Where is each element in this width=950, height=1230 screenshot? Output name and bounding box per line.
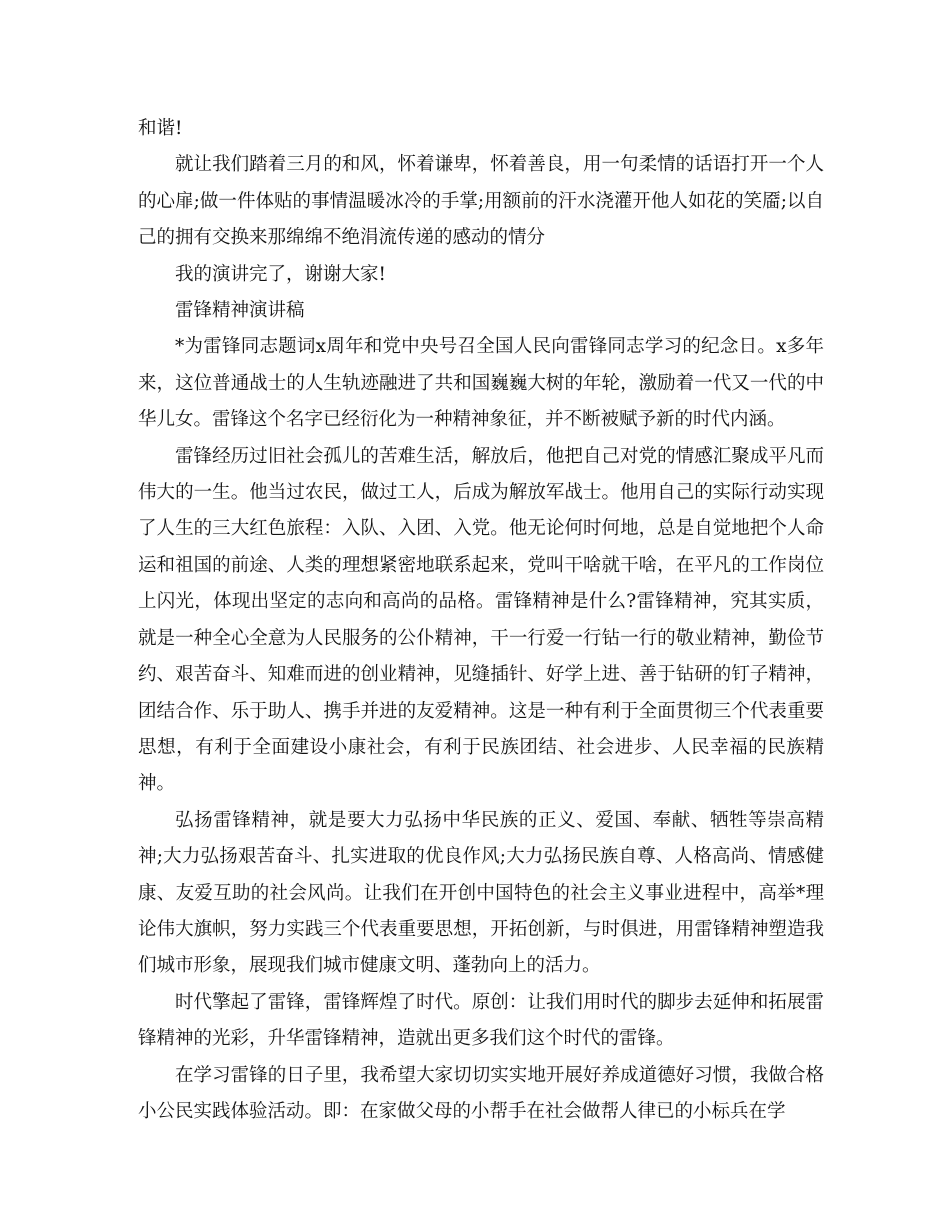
paragraph: 在学习雷锋的日子里，我希望大家切切实实地开展好养成道德好习惯，我做合格小公民实践体验活动。即：在家做父母的小帮手在社会做帮人律已的小标兵在学 bbox=[138, 1064, 824, 1122]
paragraph: 雷锋经历过旧社会孤儿的苦难生活，解放后，他把自己对党的情感汇聚成平凡而伟大的一生。他当过农民，做过工人，后成为解放军战士。他用自己的实际行动实现了人生的三大红色旅程：入队、入团、入党。他无论何时何地，总是自觉地把个人命运和祖国的前途、人类的理想紧密地联系起来，党叫干啥就干啥，在平凡的工作岗位上闪光，体现出坚定的志向和高尚的品格。雷锋精神是什么?雷锋精神，究其实质，就是一种全心全意为人民服务的公仆精神，干一行爱一行钻一行的敬业精神，勤俭节约、艰苦奋斗、知难而进的创业精神，见缝插针、好学上进、善于钻研的钉子精神，团结合作、乐于助人、携手并进的友爱精神。这是一种有利于全面贯彻三个代表重要思想，有利于全面建设小康社会，有利于民族团结、社会进步、人民幸福的民族精神。 bbox=[138, 445, 824, 795]
paragraph: *为雷锋同志题词x周年和党中央号召全国人民向雷锋同志学习的纪念日。x多年来，这位普通战士的人生轨迹融进了共和国巍巍大树的年轮，激励着一代又一代的中华儿女。雷锋这个名字已经衍化为一种精神象征，并不断被赋予新的时代内涵。 bbox=[138, 336, 824, 431]
paragraph: 弘扬雷锋精神，就是要大力弘扬中华民族的正义、爱国、奉献、牺牲等崇高精神;大力弘扬艰苦奋斗、扎实进取的优良作风;大力弘扬民族自尊、人格高尚、情感健康、友爱互助的社会风尚。让我们在开创中国特色的社会主义事业进程中，高举*理论伟大旗帜，努力实践三个代表重要思想，开拓创新，与时俱进，用雷锋精神塑造我们城市形象，展现我们城市健康文明、蓬勃向上的活力。 bbox=[138, 809, 824, 977]
paragraph: 时代擎起了雷锋，雷锋辉煌了时代。原创：让我们用时代的脚步去延伸和拓展雷锋精神的光彩，升华雷锋精神，造就出更多我们这个时代的雷锋。 bbox=[138, 991, 824, 1050]
document-body bbox=[138, 111, 824, 1130]
paragraph: 我的演讲完了，谢谢大家! bbox=[175, 263, 386, 285]
paragraph: 就让我们踏着三月的和风，怀着谦卑，怀着善良，用一句柔情的话语打开一个人的心扉;做一件体贴的事情温暖冰冷的手掌;用额前的汗水浇灌开他人如花的笑靥;以自己的拥有交换来那绵绵不绝涓流传递的感动的情分 bbox=[138, 154, 824, 249]
paragraph: 和谐! bbox=[138, 118, 183, 139]
section-heading: 雷锋精神演讲稿 bbox=[175, 300, 305, 322]
